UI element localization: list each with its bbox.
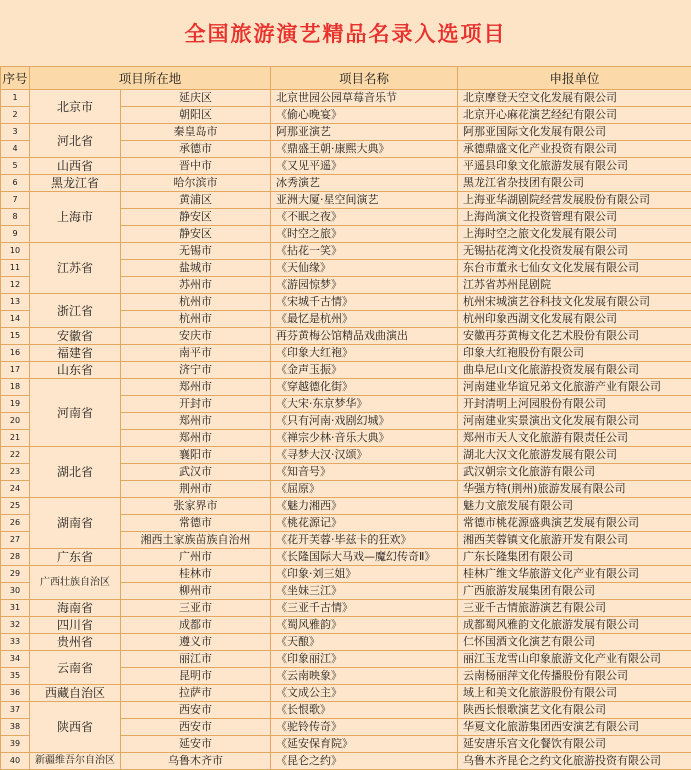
applicant-unit-cell: 上海亚华湖剧院经营发展股份有限公司 (458, 192, 691, 209)
applicant-unit-cell: 北京开心麻花演艺经纪有限公司 (458, 107, 691, 124)
applicant-unit-cell: 上海尚演文化投资管理有限公司 (458, 209, 691, 226)
header-location: 项目所在地 (30, 67, 271, 90)
applicant-unit-cell: 杭州印象西湖文化发展有限公司 (458, 311, 691, 328)
city-cell: 郑州市 (121, 430, 271, 447)
province-cell: 西藏自治区 (30, 685, 121, 702)
row-number: 3 (1, 124, 30, 141)
table-row (1, 362, 691, 379)
applicant-unit-cell: 开封清明上河园股份有限公司 (458, 396, 691, 413)
row-number: 26 (1, 515, 30, 532)
project-name-cell: 《禅宗少林·音乐大典》 (271, 430, 458, 447)
applicant-unit-cell: 成都蜀风雅韵文化旅游发展有限公司 (458, 617, 691, 634)
city-cell: 静安区 (121, 226, 271, 243)
project-name-cell: 《文成公主》 (271, 685, 458, 702)
province-cell: 广西壮族自治区 (30, 566, 121, 600)
city-cell: 杭州市 (121, 294, 271, 311)
project-name-cell: 《大宋·东京梦华》 (271, 396, 458, 413)
row-number: 27 (1, 532, 30, 549)
city-cell: 广州市 (121, 549, 271, 566)
row-number: 21 (1, 430, 30, 447)
project-name-cell: 《印象大红袍》 (271, 345, 458, 362)
applicant-unit-cell: 丽江玉龙雪山印象旅游文化产业有限公司 (458, 651, 691, 668)
project-name-cell: 《坐妹三江》 (271, 583, 458, 600)
project-name-cell: 《时空之旅》 (271, 226, 458, 243)
project-name-cell: 再芬黄梅公馆精品戏曲演出 (271, 328, 458, 345)
row-number: 13 (1, 294, 30, 311)
applicant-unit-cell: 无锡拈花湾文化投资发展有限公司 (458, 243, 691, 260)
applicant-unit-cell: 承德鼎盛文化产业投资有限公司 (458, 141, 691, 158)
table-row (1, 447, 691, 464)
project-name-cell: 《印象·刘三姐》 (271, 566, 458, 583)
table-row (1, 294, 691, 311)
row-number: 8 (1, 209, 30, 226)
applicant-unit-cell: 广西旅游发展集团有限公司 (458, 583, 691, 600)
city-cell: 杭州市 (121, 311, 271, 328)
applicant-unit-cell: 魅力文旅发展有限公司 (458, 498, 691, 515)
applicant-unit-cell: 印象大红袍股份有限公司 (458, 345, 691, 362)
applicant-unit-cell: 华夏文化旅游集团西安演艺有限公司 (458, 719, 691, 736)
city-cell: 乌鲁木齐市 (121, 753, 271, 770)
applicant-unit-cell: 华强方特(荆州)旅游发展有限公司 (458, 481, 691, 498)
table-row (1, 498, 691, 515)
project-name-cell: 《宋城千古情》 (271, 294, 458, 311)
project-name-cell: 北京世园公园草莓音乐节 (271, 90, 458, 107)
city-cell: 荆州市 (121, 481, 271, 498)
applicant-unit-cell: 乌鲁木齐昆仑之约文化旅游投资有限公司 (458, 753, 691, 770)
table-row (1, 158, 691, 175)
project-name-cell: 《寻梦大汉·汉颂》 (271, 447, 458, 464)
applicant-unit-cell: 湘西芙蓉镇文化旅游开发有限公司 (458, 532, 691, 549)
row-number: 18 (1, 379, 30, 396)
city-cell: 柳州市 (121, 583, 271, 600)
applicant-unit-cell: 曲阜尼山文化旅游投资发展有限公司 (458, 362, 691, 379)
city-cell: 郑州市 (121, 379, 271, 396)
row-number: 25 (1, 498, 30, 515)
city-cell: 济宁市 (121, 362, 271, 379)
page-title: 全国旅游演艺精品名录入选项目 (0, 0, 691, 66)
project-name-cell: 《最忆是杭州》 (271, 311, 458, 328)
project-name-cell: 《不眠之夜》 (271, 209, 458, 226)
province-cell: 湖北省 (30, 447, 121, 498)
row-number: 36 (1, 685, 30, 702)
project-name-cell: 冰秀演艺 (271, 175, 458, 192)
applicant-unit-cell: 杭州宋城演艺谷科技文化发展有限公司 (458, 294, 691, 311)
project-name-cell: 《偷心晚宴》 (271, 107, 458, 124)
row-number: 33 (1, 634, 30, 651)
applicant-unit-cell: 云南杨丽萍文化传播股份有限公司 (458, 668, 691, 685)
province-cell: 湖南省 (30, 498, 121, 549)
applicant-unit-cell: 湖北大汉文化旅游发展有限公司 (458, 447, 691, 464)
applicant-unit-cell: 东台市董永七仙女文化发展有限公司 (458, 260, 691, 277)
applicant-unit-cell: 河南建业华谊兄弟文化旅游产业有限公司 (458, 379, 691, 396)
city-cell: 桂林市 (121, 566, 271, 583)
row-number: 19 (1, 396, 30, 413)
province-cell: 上海市 (30, 192, 121, 243)
province-cell: 福建省 (30, 345, 121, 362)
row-number: 22 (1, 447, 30, 464)
table-row (1, 617, 691, 634)
row-number: 2 (1, 107, 30, 124)
applicant-unit-cell: 北京摩登天空文化发展有限公司 (458, 90, 691, 107)
table-row (1, 90, 691, 107)
project-name-cell: 《蜀风雅韵》 (271, 617, 458, 634)
province-cell: 贵州省 (30, 634, 121, 651)
city-cell: 开封市 (121, 396, 271, 413)
city-cell: 盐城市 (121, 260, 271, 277)
table-row (1, 328, 691, 345)
table-header-row (1, 67, 691, 90)
row-number: 32 (1, 617, 30, 634)
city-cell: 秦皇岛市 (121, 124, 271, 141)
city-cell: 三亚市 (121, 600, 271, 617)
city-cell: 苏州市 (121, 277, 271, 294)
row-number: 5 (1, 158, 30, 175)
city-cell: 常德市 (121, 515, 271, 532)
row-number: 7 (1, 192, 30, 209)
table-row (1, 175, 691, 192)
city-cell: 武汉市 (121, 464, 271, 481)
city-cell: 湘西土家族苗族自治州 (121, 532, 271, 549)
province-cell: 山西省 (30, 158, 121, 175)
table-row (1, 651, 691, 668)
project-name-cell: 《云南映象》 (271, 668, 458, 685)
project-name-cell: 《延安保育院》 (271, 736, 458, 753)
project-name-cell: 《游园惊梦》 (271, 277, 458, 294)
table-body (1, 90, 691, 770)
city-cell: 张家界市 (121, 498, 271, 515)
province-cell: 四川省 (30, 617, 121, 634)
city-cell: 襄阳市 (121, 447, 271, 464)
city-cell: 西安市 (121, 702, 271, 719)
row-number: 29 (1, 566, 30, 583)
applicant-unit-cell: 仁怀国酒文化演艺有限公司 (458, 634, 691, 651)
province-cell: 浙江省 (30, 294, 121, 328)
row-number: 31 (1, 600, 30, 617)
row-number: 11 (1, 260, 30, 277)
project-name-cell: 《只有河南·戏剧幻城》 (271, 413, 458, 430)
city-cell: 拉萨市 (121, 685, 271, 702)
header-no: 序号 (1, 67, 30, 90)
project-name-cell: 《穿越德化街》 (271, 379, 458, 396)
applicant-unit-cell: 河南建业实景演出文化发展有限公司 (458, 413, 691, 430)
applicant-unit-cell: 武汉朝宗文化旅游有限公司 (458, 464, 691, 481)
row-number: 9 (1, 226, 30, 243)
applicant-unit-cell: 江苏省苏州昆剧院 (458, 277, 691, 294)
city-cell: 南平市 (121, 345, 271, 362)
project-name-cell: 《魅力湘西》 (271, 498, 458, 515)
city-cell: 丽江市 (121, 651, 271, 668)
city-cell: 延安市 (121, 736, 271, 753)
province-cell: 安徽省 (30, 328, 121, 345)
row-number: 37 (1, 702, 30, 719)
city-cell: 遵义市 (121, 634, 271, 651)
row-number: 14 (1, 311, 30, 328)
row-number: 1 (1, 90, 30, 107)
project-name-cell: 《屈原》 (271, 481, 458, 498)
province-cell: 黑龙江省 (30, 175, 121, 192)
city-cell: 昆明市 (121, 668, 271, 685)
city-cell: 成都市 (121, 617, 271, 634)
province-cell: 山东省 (30, 362, 121, 379)
province-cell: 河南省 (30, 379, 121, 447)
row-number: 16 (1, 345, 30, 362)
row-number: 34 (1, 651, 30, 668)
city-cell: 无锡市 (121, 243, 271, 260)
city-cell: 延庆区 (121, 90, 271, 107)
table-row (1, 379, 691, 396)
city-cell: 西安市 (121, 719, 271, 736)
project-name-cell: 《金声玉振》 (271, 362, 458, 379)
table-row (1, 243, 691, 260)
project-name-cell: 《拈花一笑》 (271, 243, 458, 260)
province-cell: 河北省 (30, 124, 121, 158)
applicant-unit-cell: 延安唐乐宫文化餐饮有限公司 (458, 736, 691, 753)
row-number: 24 (1, 481, 30, 498)
table-row (1, 702, 691, 719)
project-name-cell: 《长隆国际大马戏—魔幻传奇Ⅱ》 (271, 549, 458, 566)
row-number: 20 (1, 413, 30, 430)
project-name-cell: 《天仙缘》 (271, 260, 458, 277)
table-row (1, 600, 691, 617)
project-name-cell: 亚洲大厦·星空间演艺 (271, 192, 458, 209)
city-cell: 安庆市 (121, 328, 271, 345)
header-unit: 申报单位 (458, 67, 691, 90)
row-number: 15 (1, 328, 30, 345)
city-cell: 承德市 (121, 141, 271, 158)
row-number: 40 (1, 753, 30, 770)
city-cell: 晋中市 (121, 158, 271, 175)
province-cell: 江苏省 (30, 243, 121, 294)
table-row (1, 685, 691, 702)
applicant-unit-cell: 上海时空之旅文化发展有限公司 (458, 226, 691, 243)
project-name-cell: 《知音号》 (271, 464, 458, 481)
table-row (1, 192, 691, 209)
applicant-unit-cell: 桂林广维文华旅游文化产业有限公司 (458, 566, 691, 583)
header-project: 项目名称 (271, 67, 458, 90)
project-name-cell: 《鼎盛王朝·康熙大典》 (271, 141, 458, 158)
applicant-unit-cell: 平遥县印象文化旅游发展有限公司 (458, 158, 691, 175)
project-name-cell: 阿那亚演艺 (271, 124, 458, 141)
table-row (1, 566, 691, 583)
applicant-unit-cell: 阿那亚国际文化发展有限公司 (458, 124, 691, 141)
applicant-unit-cell: 安徽再芬黄梅文化艺术股份有限公司 (458, 328, 691, 345)
project-name-cell: 《昆仑之约》 (271, 753, 458, 770)
applicant-unit-cell: 陕西长恨歌演艺文化有限公司 (458, 702, 691, 719)
city-cell: 郑州市 (121, 413, 271, 430)
projects-table (0, 66, 691, 770)
project-name-cell: 《三亚千古情》 (271, 600, 458, 617)
row-number: 4 (1, 141, 30, 158)
applicant-unit-cell: 三亚千古情旅游演艺有限公司 (458, 600, 691, 617)
applicant-unit-cell: 域上和美文化旅游股份有限公司 (458, 685, 691, 702)
table-row (1, 634, 691, 651)
applicant-unit-cell: 黑龙江省杂技团有限公司 (458, 175, 691, 192)
city-cell: 静安区 (121, 209, 271, 226)
table-row (1, 345, 691, 362)
row-number: 35 (1, 668, 30, 685)
project-name-cell: 《桃花源记》 (271, 515, 458, 532)
row-number: 38 (1, 719, 30, 736)
province-cell: 云南省 (30, 651, 121, 685)
project-name-cell: 《印象丽江》 (271, 651, 458, 668)
applicant-unit-cell: 郑州市天人文化旅游有限责任公司 (458, 430, 691, 447)
province-cell: 海南省 (30, 600, 121, 617)
project-name-cell: 《花开芙蓉·毕兹卡的狂欢》 (271, 532, 458, 549)
city-cell: 朝阳区 (121, 107, 271, 124)
project-name-cell: 《又见平遥》 (271, 158, 458, 175)
row-number: 6 (1, 175, 30, 192)
province-cell: 陕西省 (30, 702, 121, 753)
row-number: 28 (1, 549, 30, 566)
row-number: 23 (1, 464, 30, 481)
city-cell: 哈尔滨市 (121, 175, 271, 192)
row-number: 10 (1, 243, 30, 260)
city-cell: 黄浦区 (121, 192, 271, 209)
row-number: 39 (1, 736, 30, 753)
applicant-unit-cell: 广东长隆集团有限公司 (458, 549, 691, 566)
province-cell: 广东省 (30, 549, 121, 566)
row-number: 12 (1, 277, 30, 294)
row-number: 17 (1, 362, 30, 379)
table-row (1, 124, 691, 141)
row-number: 30 (1, 583, 30, 600)
project-name-cell: 《长恨歌》 (271, 702, 458, 719)
province-cell: 新疆维吾尔自治区 (30, 753, 121, 770)
project-name-cell: 《驼铃传奇》 (271, 719, 458, 736)
province-cell: 北京市 (30, 90, 121, 124)
table-row (1, 549, 691, 566)
project-name-cell: 《天酿》 (271, 634, 458, 651)
applicant-unit-cell: 常德市桃花源盛典演艺发展有限公司 (458, 515, 691, 532)
